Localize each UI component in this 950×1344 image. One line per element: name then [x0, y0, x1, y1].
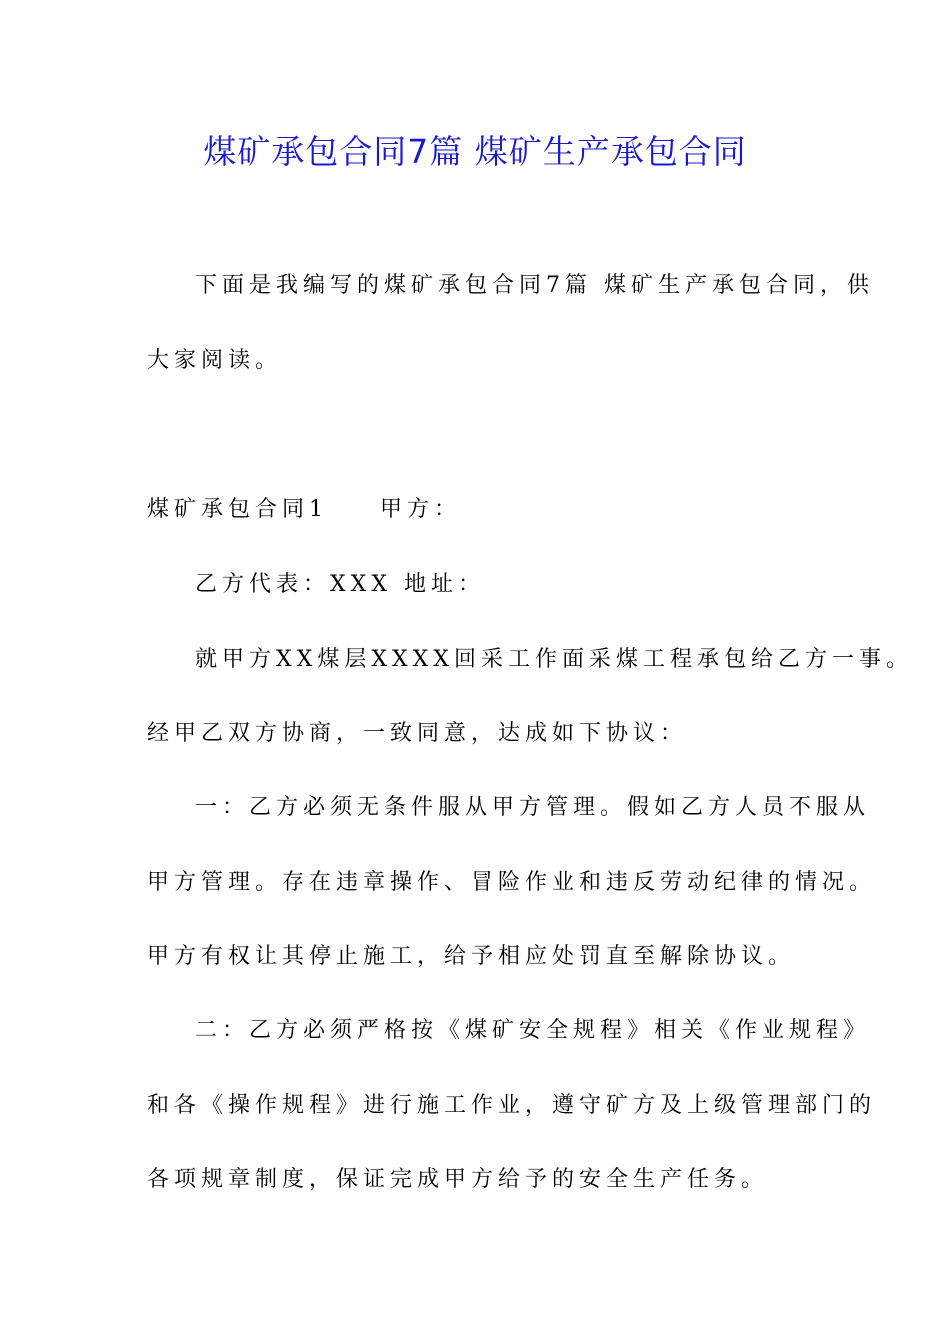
document-title: 煤矿承包合同7篇 煤矿生产承包合同 — [203, 132, 747, 171]
party-a-label: 甲方： — [380, 497, 462, 522]
contract-heading-row — [147, 492, 461, 528]
clause-1-line-2: 甲方管理。存在违章操作、冒险作业和违反劳动纪律的情况。 — [147, 870, 877, 895]
clause-2-line-3: 各项规章制度，保证完成甲方给予的安全生产任务。 — [147, 1167, 769, 1192]
intro-line-2: 大家阅读。 — [147, 348, 283, 373]
intro-line-1: 下面是我编写的煤矿承包合同7篇 煤矿生产承包合同，供 — [195, 273, 874, 298]
party-b-line: 乙方代表：XXX 地址： — [195, 572, 485, 597]
contract-heading: 煤矿承包合同1 — [147, 497, 328, 522]
clause-2-line-2: 和各《操作规程》进行施工作业，遵守矿方及上级管理部门的 — [147, 1093, 877, 1118]
clause-1-line-1: 一：乙方必须无条件服从甲方管理。假如乙方人员不服从 — [195, 795, 871, 820]
preamble-line-1: 就甲方XX煤层XXXX回采工作面采煤工程承包给乙方一事。 — [195, 647, 913, 672]
clause-1-line-3: 甲方有权让其停止施工，给予相应处罚直至解除协议。 — [147, 944, 796, 969]
preamble-line-2: 经甲乙双方协商，一致同意，达成如下协议： — [147, 721, 688, 746]
clause-2-line-1: 二：乙方必须严格按《煤矿安全规程》相关《作业规程》 — [195, 1018, 871, 1043]
